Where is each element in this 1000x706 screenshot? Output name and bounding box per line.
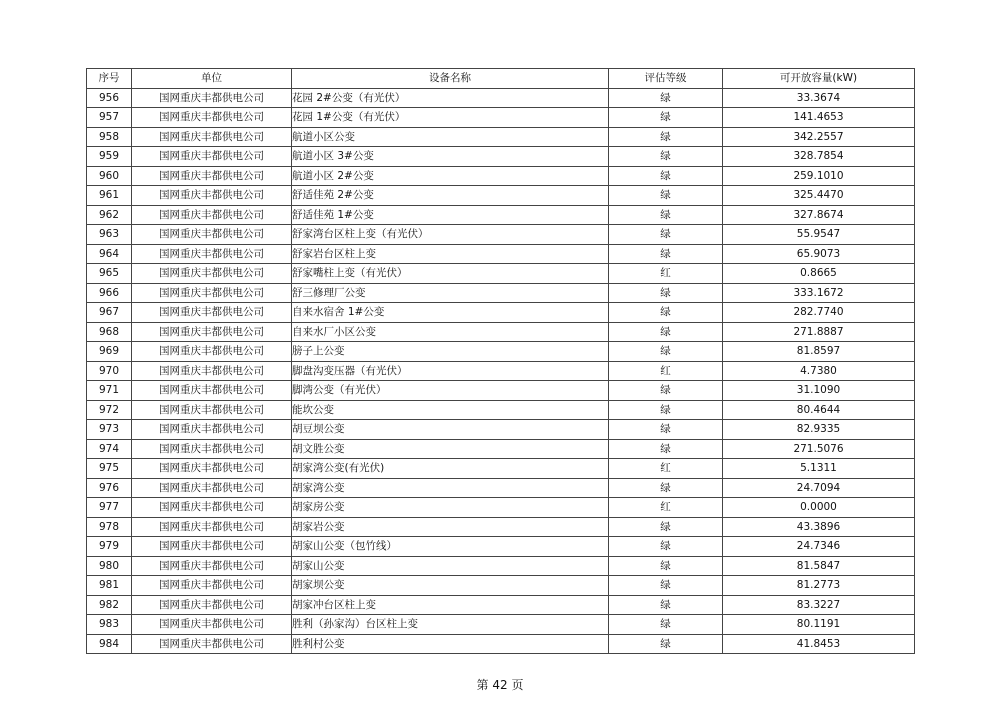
- cell-capacity: 82.9335: [723, 420, 915, 440]
- cell-seq: 981: [87, 576, 132, 596]
- cell-capacity: 43.3896: [723, 517, 915, 537]
- cell-seq: 979: [87, 537, 132, 557]
- table-row: [87, 615, 915, 635]
- table-row: [87, 634, 915, 654]
- cell-capacity: 282.7740: [723, 303, 915, 323]
- cell-capacity: 141.4653: [723, 108, 915, 128]
- cell-seq: 965: [87, 264, 132, 284]
- table-row: [87, 595, 915, 615]
- cell-capacity: 4.7380: [723, 361, 915, 381]
- cell-capacity: 65.9073: [723, 244, 915, 264]
- cell-device-name: 舒适佳苑 2#公变: [292, 186, 609, 206]
- cell-seq: 956: [87, 88, 132, 108]
- cell-grade: 红: [609, 459, 723, 479]
- cell-unit: 国网重庆丰都供电公司: [132, 634, 292, 654]
- cell-grade: 绿: [609, 400, 723, 420]
- cell-unit: 国网重庆丰都供电公司: [132, 420, 292, 440]
- cell-grade: 绿: [609, 127, 723, 147]
- cell-seq: 975: [87, 459, 132, 479]
- header-row: [87, 69, 915, 89]
- cell-capacity: 33.3674: [723, 88, 915, 108]
- cell-grade: 绿: [609, 615, 723, 635]
- cell-capacity: 24.7094: [723, 478, 915, 498]
- cell-seq: 957: [87, 108, 132, 128]
- cell-seq: 958: [87, 127, 132, 147]
- cell-unit: 国网重庆丰都供电公司: [132, 459, 292, 479]
- cell-capacity: 41.8453: [723, 634, 915, 654]
- cell-device-name: 舒家湾台区柱上变（有光伏）: [292, 225, 609, 245]
- cell-capacity: 5.1311: [723, 459, 915, 479]
- table-row: [87, 459, 915, 479]
- table-row: [87, 498, 915, 518]
- cell-unit: 国网重庆丰都供电公司: [132, 478, 292, 498]
- cell-unit: 国网重庆丰都供电公司: [132, 576, 292, 596]
- table-row: [87, 322, 915, 342]
- cell-unit: 国网重庆丰都供电公司: [132, 498, 292, 518]
- cell-device-name: 花园 2#公变（有光伏）: [292, 88, 609, 108]
- cell-unit: 国网重庆丰都供电公司: [132, 400, 292, 420]
- cell-grade: 绿: [609, 342, 723, 362]
- cell-unit: 国网重庆丰都供电公司: [132, 147, 292, 167]
- cell-device-name: 胡家山公变（包竹线）: [292, 537, 609, 557]
- cell-seq: 976: [87, 478, 132, 498]
- cell-unit: 国网重庆丰都供电公司: [132, 166, 292, 186]
- cell-seq: 974: [87, 439, 132, 459]
- cell-seq: 969: [87, 342, 132, 362]
- cell-capacity: 259.1010: [723, 166, 915, 186]
- cell-grade: 绿: [609, 225, 723, 245]
- cell-grade: 绿: [609, 634, 723, 654]
- cell-unit: 国网重庆丰都供电公司: [132, 342, 292, 362]
- cell-grade: 绿: [609, 556, 723, 576]
- cell-seq: 984: [87, 634, 132, 654]
- table-row: [87, 147, 915, 167]
- cell-grade: 红: [609, 264, 723, 284]
- cell-unit: 国网重庆丰都供电公司: [132, 283, 292, 303]
- cell-seq: 966: [87, 283, 132, 303]
- cell-unit: 国网重庆丰都供电公司: [132, 205, 292, 225]
- cell-seq: 978: [87, 517, 132, 537]
- cell-unit: 国网重庆丰都供电公司: [132, 244, 292, 264]
- table-row: [87, 205, 915, 225]
- cell-unit: 国网重庆丰都供电公司: [132, 439, 292, 459]
- cell-seq: 983: [87, 615, 132, 635]
- cell-grade: 绿: [609, 478, 723, 498]
- table-row: [87, 225, 915, 245]
- table-row: [87, 108, 915, 128]
- cell-seq: 971: [87, 381, 132, 401]
- cell-seq: 968: [87, 322, 132, 342]
- cell-grade: 绿: [609, 283, 723, 303]
- cell-grade: 绿: [609, 186, 723, 206]
- cell-grade: 绿: [609, 537, 723, 557]
- cell-device-name: 胡家冲台区柱上变: [292, 595, 609, 615]
- table-row: [87, 127, 915, 147]
- table-row: [87, 186, 915, 206]
- cell-seq: 962: [87, 205, 132, 225]
- cell-unit: 国网重庆丰都供电公司: [132, 381, 292, 401]
- table-header: [87, 69, 915, 89]
- cell-seq: 980: [87, 556, 132, 576]
- cell-device-name: 脚湾公变（有光伏）: [292, 381, 609, 401]
- cell-grade: 绿: [609, 439, 723, 459]
- cell-capacity: 342.2557: [723, 127, 915, 147]
- cell-unit: 国网重庆丰都供电公司: [132, 264, 292, 284]
- cell-device-name: 航道小区 2#公变: [292, 166, 609, 186]
- table-row: [87, 517, 915, 537]
- cell-device-name: 航道小区 3#公变: [292, 147, 609, 167]
- cell-unit: 国网重庆丰都供电公司: [132, 108, 292, 128]
- table-row: [87, 556, 915, 576]
- cell-grade: 绿: [609, 244, 723, 264]
- cell-grade: 绿: [609, 517, 723, 537]
- cell-unit: 国网重庆丰都供电公司: [132, 361, 292, 381]
- cell-device-name: 膀子上公变: [292, 342, 609, 362]
- cell-capacity: 80.1191: [723, 615, 915, 635]
- cell-device-name: 胡家房公变: [292, 498, 609, 518]
- cell-capacity: 81.2773: [723, 576, 915, 596]
- table-row: [87, 576, 915, 596]
- cell-device-name: 花园 1#公变（有光伏）: [292, 108, 609, 128]
- cell-seq: 977: [87, 498, 132, 518]
- cell-seq: 973: [87, 420, 132, 440]
- cell-grade: 绿: [609, 166, 723, 186]
- table-row: [87, 244, 915, 264]
- cell-grade: 绿: [609, 88, 723, 108]
- cell-device-name: 胡家湾公变: [292, 478, 609, 498]
- cell-capacity: 81.8597: [723, 342, 915, 362]
- cell-seq: 961: [87, 186, 132, 206]
- cell-capacity: 80.4644: [723, 400, 915, 420]
- cell-unit: 国网重庆丰都供电公司: [132, 88, 292, 108]
- cell-device-name: 胜利（孙家沟）台区柱上变: [292, 615, 609, 635]
- cell-capacity: 271.8887: [723, 322, 915, 342]
- cell-unit: 国网重庆丰都供电公司: [132, 186, 292, 206]
- cell-capacity: 333.1672: [723, 283, 915, 303]
- cell-grade: 绿: [609, 108, 723, 128]
- capacity-table: [86, 68, 915, 654]
- cell-unit: 国网重庆丰都供电公司: [132, 615, 292, 635]
- cell-capacity: 0.8665: [723, 264, 915, 284]
- cell-device-name: 舒家岩台区柱上变: [292, 244, 609, 264]
- cell-device-name: 胡家坝公变: [292, 576, 609, 596]
- cell-device-name: 能坎公变: [292, 400, 609, 420]
- cell-grade: 绿: [609, 420, 723, 440]
- table-row: [87, 478, 915, 498]
- table-body: [87, 88, 915, 654]
- header-unit: 单位: [132, 69, 292, 89]
- cell-grade: 绿: [609, 205, 723, 225]
- cell-capacity: 325.4470: [723, 186, 915, 206]
- table-row: [87, 400, 915, 420]
- table-row: [87, 303, 915, 323]
- cell-seq: 963: [87, 225, 132, 245]
- cell-device-name: 脚盘沟变压器（有光伏）: [292, 361, 609, 381]
- table-row: [87, 264, 915, 284]
- cell-unit: 国网重庆丰都供电公司: [132, 322, 292, 342]
- cell-seq: 972: [87, 400, 132, 420]
- cell-device-name: 胡文胜公变: [292, 439, 609, 459]
- cell-capacity: 0.0000: [723, 498, 915, 518]
- cell-device-name: 自来水宿舍 1#公变: [292, 303, 609, 323]
- header-grade: 评估等级: [609, 69, 723, 89]
- cell-device-name: 航道小区公变: [292, 127, 609, 147]
- cell-device-name: 自来水厂小区公变: [292, 322, 609, 342]
- table-row: [87, 381, 915, 401]
- cell-seq: 967: [87, 303, 132, 323]
- cell-unit: 国网重庆丰都供电公司: [132, 127, 292, 147]
- cell-unit: 国网重庆丰都供电公司: [132, 225, 292, 245]
- cell-seq: 970: [87, 361, 132, 381]
- cell-device-name: 舒家嘴柱上变（有光伏）: [292, 264, 609, 284]
- table-row: [87, 283, 915, 303]
- cell-capacity: 327.8674: [723, 205, 915, 225]
- cell-seq: 964: [87, 244, 132, 264]
- cell-grade: 绿: [609, 381, 723, 401]
- table-row: [87, 88, 915, 108]
- cell-grade: 绿: [609, 576, 723, 596]
- table-row: [87, 361, 915, 381]
- cell-capacity: 24.7346: [723, 537, 915, 557]
- cell-device-name: 胡家湾公变(有光伏): [292, 459, 609, 479]
- cell-capacity: 83.3227: [723, 595, 915, 615]
- cell-seq: 982: [87, 595, 132, 615]
- cell-grade: 红: [609, 361, 723, 381]
- cell-device-name: 胡家岩公变: [292, 517, 609, 537]
- cell-unit: 国网重庆丰都供电公司: [132, 303, 292, 323]
- cell-grade: 绿: [609, 147, 723, 167]
- cell-capacity: 81.5847: [723, 556, 915, 576]
- cell-capacity: 55.9547: [723, 225, 915, 245]
- cell-grade: 绿: [609, 303, 723, 323]
- page-number: 第 42 页: [476, 678, 524, 692]
- cell-unit: 国网重庆丰都供电公司: [132, 556, 292, 576]
- cell-grade: 绿: [609, 322, 723, 342]
- cell-device-name: 胡豆坝公变: [292, 420, 609, 440]
- cell-capacity: 328.7854: [723, 147, 915, 167]
- header-capacity: 可开放容量(kW): [723, 69, 915, 89]
- table-row: [87, 342, 915, 362]
- cell-capacity: 271.5076: [723, 439, 915, 459]
- cell-unit: 国网重庆丰都供电公司: [132, 517, 292, 537]
- header-device-name: 设备名称: [292, 69, 609, 89]
- cell-seq: 959: [87, 147, 132, 167]
- cell-seq: 960: [87, 166, 132, 186]
- cell-grade: 绿: [609, 595, 723, 615]
- cell-unit: 国网重庆丰都供电公司: [132, 537, 292, 557]
- cell-device-name: 胜利村公变: [292, 634, 609, 654]
- cell-grade: 红: [609, 498, 723, 518]
- cell-device-name: 胡家山公变: [292, 556, 609, 576]
- cell-device-name: 舒适佳苑 1#公变: [292, 205, 609, 225]
- header-seq: 序号: [87, 69, 132, 89]
- table-row: [87, 537, 915, 557]
- cell-device-name: 舒三修理厂公变: [292, 283, 609, 303]
- cell-unit: 国网重庆丰都供电公司: [132, 595, 292, 615]
- table-row: [87, 439, 915, 459]
- cell-capacity: 31.1090: [723, 381, 915, 401]
- table-row: [87, 420, 915, 440]
- table-row: [87, 166, 915, 186]
